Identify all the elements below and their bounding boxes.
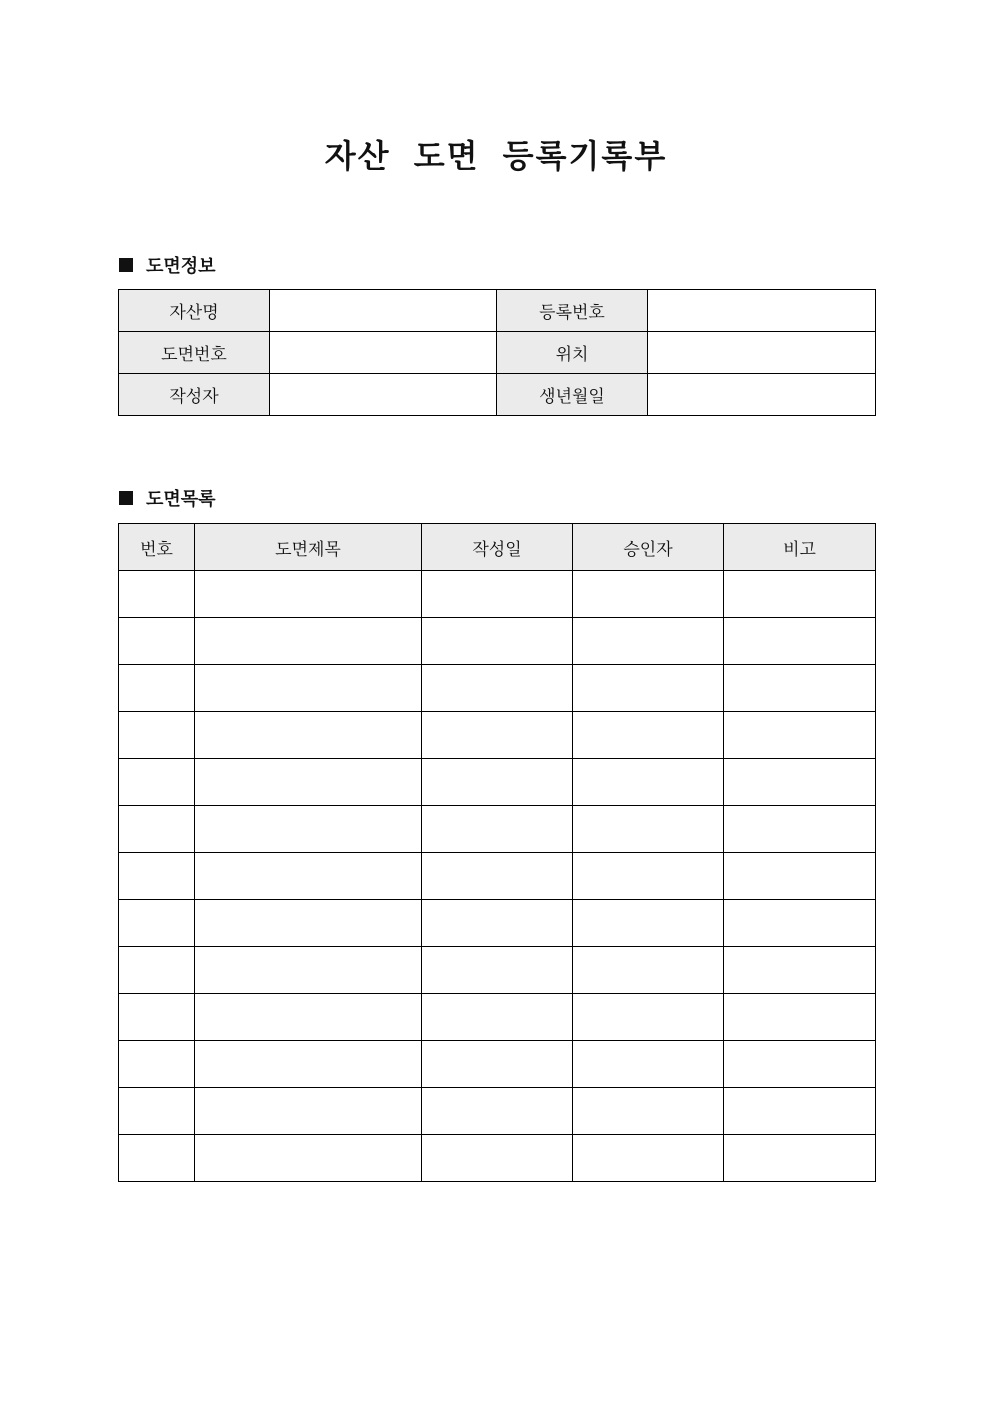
table-cell[interactable] [422,712,573,759]
table-cell[interactable] [422,571,573,618]
table-cell[interactable] [119,618,195,665]
table-cell[interactable] [119,759,195,806]
info-label: 도면번호 [119,332,270,374]
drawing-info-table [118,289,876,416]
table-cell[interactable] [119,712,195,759]
table-cell[interactable] [573,947,724,994]
table-cell[interactable] [195,571,422,618]
table-cell[interactable] [724,759,876,806]
column-header: 작성일 [422,524,573,571]
table-cell[interactable] [422,665,573,712]
table-cell[interactable] [119,665,195,712]
table-cell[interactable] [119,853,195,900]
table-cell[interactable] [724,618,876,665]
table-cell[interactable] [724,947,876,994]
table-cell[interactable] [195,712,422,759]
table-cell[interactable] [422,994,573,1041]
drawing-list-table [118,523,876,1182]
table-cell[interactable] [724,1135,876,1182]
table-cell[interactable] [195,853,422,900]
table-cell[interactable] [195,806,422,853]
square-icon [119,258,133,272]
table-cell[interactable] [724,1041,876,1088]
table-cell[interactable] [422,947,573,994]
table-cell[interactable] [573,1135,724,1182]
column-header: 도면제목 [195,524,422,571]
info-value-field[interactable] [648,332,876,374]
table-row [119,1088,876,1135]
table-cell[interactable] [724,853,876,900]
table-cell[interactable] [573,853,724,900]
table-row [119,947,876,994]
table-row [119,1041,876,1088]
info-row [119,332,876,374]
page-title: 자산 도면 등록기록부 [324,137,668,175]
table-row [119,759,876,806]
table-cell[interactable] [195,618,422,665]
table-row [119,571,876,618]
table-cell[interactable] [422,618,573,665]
table-cell[interactable] [119,571,195,618]
table-cell[interactable] [195,994,422,1041]
table-cell[interactable] [422,759,573,806]
info-value-field[interactable] [270,290,497,332]
table-cell[interactable] [119,1135,195,1182]
table-cell[interactable] [422,900,573,947]
drawing-info-heading-label: 도면정보 [146,256,216,277]
column-header: 승인자 [573,524,724,571]
table-row [119,900,876,947]
info-value-field[interactable] [648,290,876,332]
table-cell[interactable] [119,1041,195,1088]
info-value-field[interactable] [270,332,497,374]
table-cell[interactable] [573,994,724,1041]
table-cell[interactable] [573,665,724,712]
table-cell[interactable] [195,759,422,806]
table-cell[interactable] [195,947,422,994]
table-cell[interactable] [422,806,573,853]
table-cell[interactable] [573,618,724,665]
table-cell[interactable] [573,1088,724,1135]
table-header-row [119,524,876,571]
table-cell[interactable] [195,665,422,712]
table-cell[interactable] [724,806,876,853]
table-cell[interactable] [119,994,195,1041]
info-label: 작성자 [119,374,270,416]
table-cell[interactable] [119,900,195,947]
table-cell[interactable] [195,900,422,947]
table-cell[interactable] [573,712,724,759]
table-cell[interactable] [724,1088,876,1135]
table-row [119,806,876,853]
drawing-list-heading-label: 도면목록 [146,489,216,510]
table-row [119,994,876,1041]
table-cell[interactable] [119,1088,195,1135]
table-cell[interactable] [573,1041,724,1088]
info-label: 등록번호 [497,290,648,332]
table-cell[interactable] [724,712,876,759]
table-row [119,665,876,712]
column-header: 비고 [724,524,876,571]
table-cell[interactable] [195,1041,422,1088]
table-cell[interactable] [119,947,195,994]
table-cell[interactable] [724,571,876,618]
table-cell[interactable] [195,1135,422,1182]
table-cell[interactable] [724,994,876,1041]
table-cell[interactable] [422,1088,573,1135]
info-row [119,374,876,416]
square-icon [119,491,133,505]
info-label: 생년월일 [497,374,648,416]
column-header: 번호 [119,524,195,571]
table-cell[interactable] [422,853,573,900]
drawing-list-heading [119,485,216,511]
table-cell[interactable] [573,806,724,853]
table-row [119,712,876,759]
table-cell[interactable] [573,900,724,947]
info-label: 자산명 [119,290,270,332]
table-cell[interactable] [195,1088,422,1135]
info-row [119,290,876,332]
table-cell[interactable] [724,900,876,947]
table-cell[interactable] [573,759,724,806]
table-cell[interactable] [724,665,876,712]
info-value-field[interactable] [648,374,876,416]
table-cell[interactable] [573,571,724,618]
info-label: 위치 [497,332,648,374]
drawing-info-heading [119,252,216,278]
table-row [119,853,876,900]
table-cell[interactable] [422,1041,573,1088]
table-row [119,1135,876,1182]
info-value-field[interactable] [270,374,497,416]
table-cell[interactable] [422,1135,573,1182]
table-row [119,618,876,665]
table-cell[interactable] [119,806,195,853]
